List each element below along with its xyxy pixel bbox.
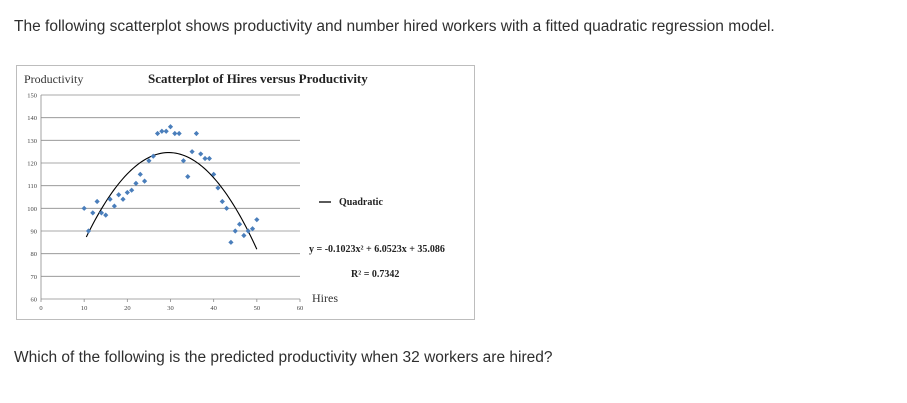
data-point bbox=[129, 188, 134, 193]
x-tick-label: 60 bbox=[296, 305, 304, 312]
data-point bbox=[254, 217, 259, 222]
y-tick-label: 90 bbox=[30, 228, 37, 236]
data-point bbox=[116, 192, 121, 197]
x-tick-label: 20 bbox=[124, 305, 131, 312]
data-point bbox=[237, 222, 242, 227]
x-tick-labels bbox=[39, 305, 303, 312]
data-point bbox=[90, 210, 95, 215]
data-point bbox=[133, 181, 138, 186]
data-point bbox=[120, 197, 125, 202]
data-point bbox=[207, 156, 212, 161]
data-point bbox=[95, 199, 100, 204]
data-point bbox=[189, 149, 194, 154]
data-point bbox=[250, 226, 255, 231]
data-point bbox=[194, 131, 199, 136]
x-tick-label: 50 bbox=[253, 305, 261, 312]
y-tick-label: 110 bbox=[27, 183, 37, 191]
scatterplot-svg bbox=[17, 66, 474, 319]
data-point bbox=[138, 172, 143, 177]
data-point bbox=[164, 129, 169, 134]
r-squared-label: R² = 0.7342 bbox=[351, 269, 400, 280]
x-tick-label: 30 bbox=[167, 305, 174, 312]
data-point bbox=[224, 206, 229, 211]
data-point bbox=[112, 203, 117, 208]
y-tick-label: 150 bbox=[27, 92, 37, 100]
intro-text: The following scatterplot shows productivity and number hired workers with a fitted quadratic regression model. bbox=[14, 18, 775, 35]
x-tick-label: 0 bbox=[39, 305, 43, 312]
equation-label: y = -0.1023x² + 6.0523x + 35.086 bbox=[309, 244, 445, 255]
data-point bbox=[241, 233, 246, 238]
y-tick-label: 140 bbox=[27, 115, 37, 123]
y-tick-label: 80 bbox=[30, 251, 37, 259]
x-axis-label: Hires bbox=[312, 291, 338, 305]
data-point bbox=[228, 240, 233, 245]
data-point bbox=[168, 124, 173, 129]
y-tick-label: 60 bbox=[30, 296, 37, 304]
y-tick-label: 70 bbox=[30, 273, 37, 281]
x-tick-label: 40 bbox=[210, 305, 217, 312]
data-points bbox=[82, 124, 260, 245]
data-point bbox=[181, 158, 186, 163]
y-tick-label: 120 bbox=[27, 160, 37, 168]
question-text: Which of the following is the predicted productivity when 32 workers are hired? bbox=[14, 349, 553, 366]
data-point bbox=[215, 185, 220, 190]
data-point bbox=[246, 228, 251, 233]
y-tick-label: 130 bbox=[27, 137, 37, 145]
data-point bbox=[177, 131, 182, 136]
data-point bbox=[198, 151, 203, 156]
quadratic-fit-line bbox=[86, 153, 257, 250]
chart-title: Scatterplot of Hires versus Productivity bbox=[148, 71, 368, 86]
y-tick-label: 100 bbox=[27, 205, 37, 213]
y-tick-labels bbox=[27, 93, 37, 304]
x-tick-label: 10 bbox=[80, 305, 88, 312]
y-axis-label: Productivity bbox=[24, 72, 84, 86]
data-point bbox=[220, 199, 225, 204]
data-point bbox=[185, 174, 190, 179]
data-point bbox=[125, 190, 130, 195]
scatterplot-figure bbox=[16, 65, 475, 320]
data-point bbox=[82, 206, 87, 211]
data-point bbox=[155, 131, 160, 136]
data-point bbox=[142, 179, 147, 184]
legend-quadratic: Quadratic bbox=[339, 197, 383, 208]
data-point bbox=[233, 228, 238, 233]
data-point bbox=[103, 213, 108, 218]
